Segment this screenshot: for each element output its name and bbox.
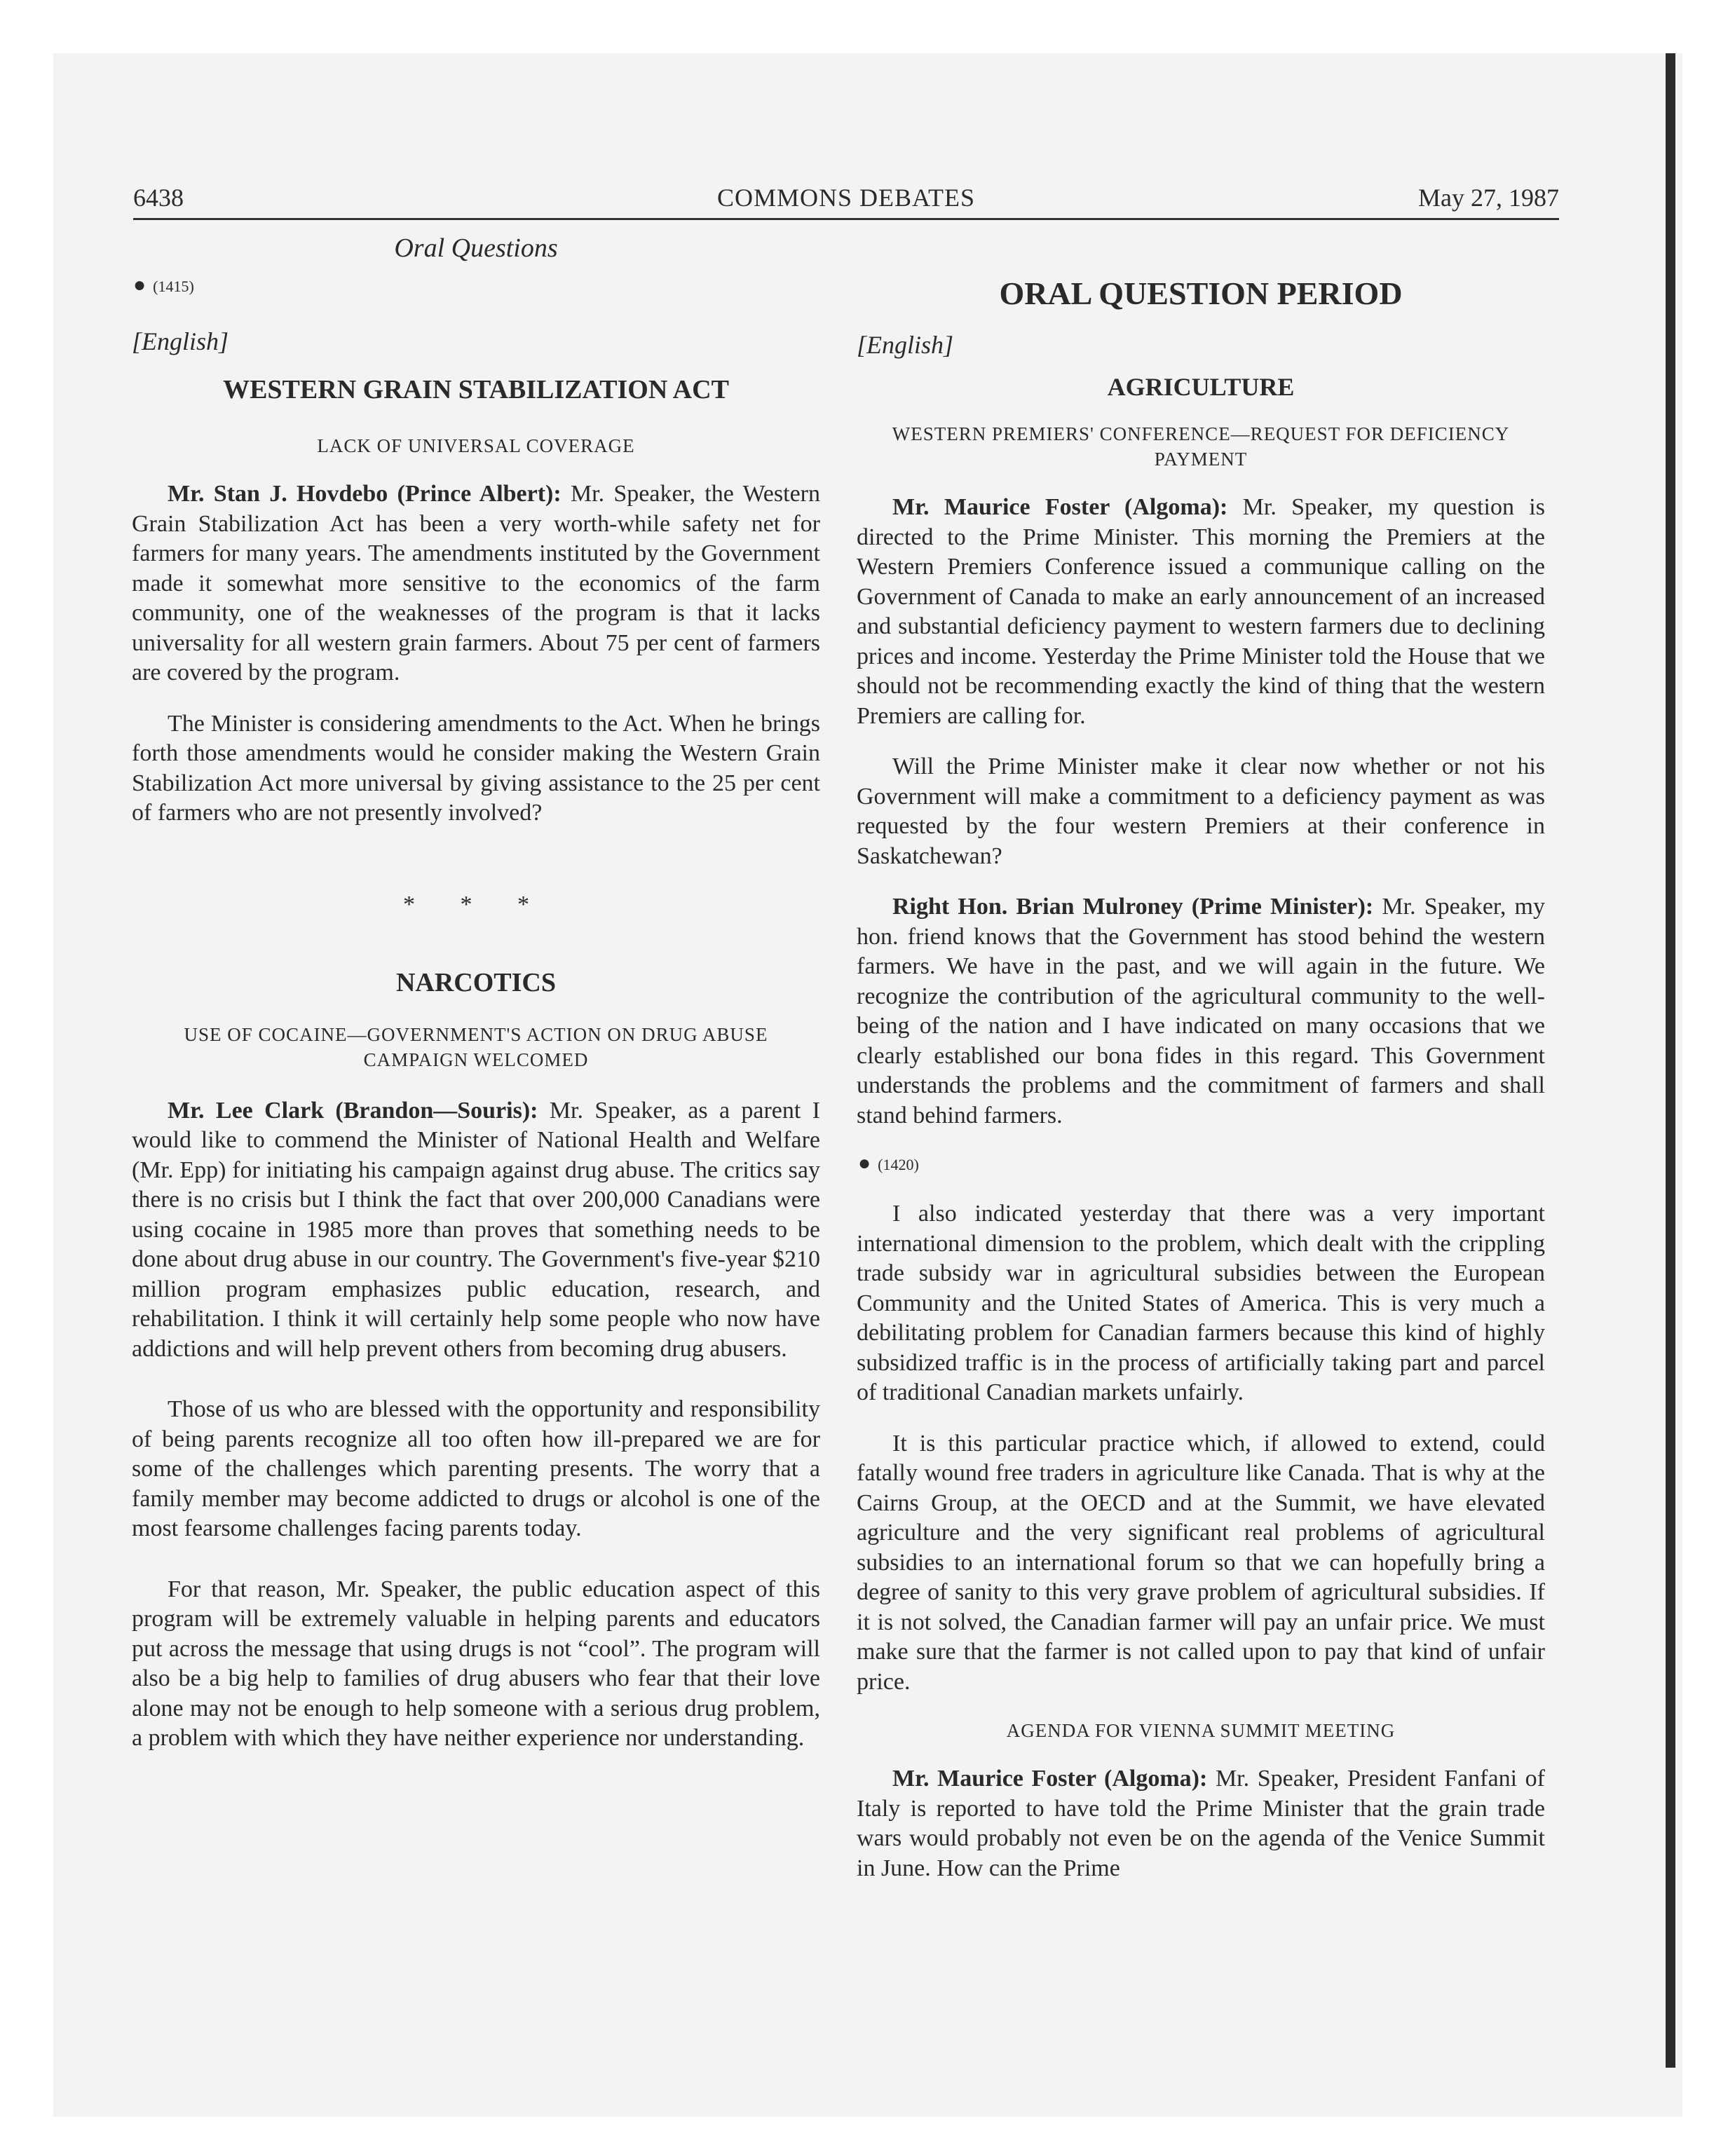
paragraph: [132, 1575, 820, 1754]
paragraph: [132, 1395, 820, 1544]
topic-subheading: AGENDA FOR VIENNA SUMMIT MEETING: [1006, 1720, 1396, 1741]
time-mark: [858, 1152, 1545, 1175]
right-column: [857, 224, 1545, 1904]
bullet-icon: ●: [858, 1152, 871, 1175]
section-caption: Oral Questions: [394, 233, 558, 263]
language-tag: [English]: [857, 331, 954, 359]
topic-subheading: USE OF COCAINE—GOVERNMENT'S ACTION ON DRUG ABUSE CAMPAIGN WELCOMED: [184, 1023, 768, 1070]
paragraph: [857, 1429, 1545, 1698]
speaker-name: Mr. Lee Clark (Brandon—Souris):: [168, 1097, 538, 1124]
paragraph-text: It is this particular practice which, if allowed to extend, could fatally wound free traders in agriculture like Canada. That is why at the Cairns Group, at the OECD and at the Summit, we have elevated agriculture and the very significant real problems of agricultural subsidies to an international forum so that we can hopefully bring a degree of sanity to this very grave problem of agricultural subsidies. If it is not solved, the Canadian farmer will pay an unfair price. We must make sure that the farmer is not called upon to pay that kind of unfair price.: [857, 1430, 1545, 1695]
time-mark-text: (1420): [878, 1156, 919, 1173]
language-tag: [English]: [132, 327, 229, 355]
topic-subheading: LACK OF UNIVERSAL COVERAGE: [317, 435, 635, 456]
paragraph: [132, 479, 820, 688]
paragraph: [857, 892, 1545, 1131]
left-column: [132, 224, 820, 1775]
paragraph: [857, 1764, 1545, 1883]
paragraph: [857, 752, 1545, 871]
paragraph-text: For that reason, Mr. Speaker, the public education aspect of this program will be extremely valuable in helping parents and educators put across the message that using drugs is not “cool”. The program will also be a big help to families of drug abusers who fear that their love alone may not be enough to help someone with a serious drug problem, a problem with which they have neither experience nor understanding.: [132, 1576, 820, 1751]
topic-subheading: WESTERN PREMIERS' CONFERENCE—REQUEST FOR DEFICIENCY PAYMENT: [892, 423, 1510, 470]
speaker-name: Mr. Maurice Foster (Algoma):: [892, 1766, 1208, 1792]
paragraph: [132, 1096, 820, 1365]
speaker-name: Mr. Maurice Foster (Algoma):: [892, 494, 1228, 520]
main-heading: ORAL QUESTION PERIOD: [999, 275, 1403, 311]
topic-heading: NARCOTICS: [395, 967, 557, 997]
paragraph: [857, 1199, 1545, 1408]
journal-title: COMMONS DEBATES: [716, 184, 976, 212]
paragraph-text: Mr. Speaker, President Fanfani of Italy is reported to have told the Prime Minister that the grain trade wars would probably not even be on the agenda of the Venice Summit in June. How can the Prime: [857, 1766, 1545, 1881]
bullet-icon: ●: [133, 273, 147, 296]
paragraph-text: Will the Prime Minister make it clear now whether or not his Government will make a commitment to a deficiency payment as was requested by the four western Premiers at their conference in Saskatchewan?: [857, 753, 1545, 869]
issue-date: May 27, 1987: [1418, 184, 1559, 212]
paragraph-text: Mr. Speaker, as a parent I would like to commend the Minister of National Health and Welfare (Mr. Epp) for initiating his campaign against drug abuse. The critics say there is no crisis but I think the fact that over 200,000 Canadians were using cocaine in 1985 more than proves that something needs to be done about drug abuse in our country. The Government's five-year $210 million program emphasizes public education, research, and rehabilitation. I think it will certainly help some people who now have addictions and will help prevent others from becoming drug abusers.: [132, 1097, 820, 1362]
scan-edge-shadow: [1666, 53, 1675, 2068]
paragraph-text: Mr. Speaker, the Western Grain Stabilization Act has been a very worth-while safety net for farmers for many years. The amendments instituted by the Government made it somewhat more sensitive to the economics of the farm community, one of the weaknesses of the program is that it lacks universality for all western grain farmers. About 75 per cent of farmers are covered by the program.: [132, 481, 820, 685]
speaker-name: Right Hon. Brian Mulroney (Prime Minister):: [892, 894, 1374, 920]
paragraph: [132, 709, 820, 828]
paragraph-text: Mr. Speaker, my question is directed to the Prime Minister. This morning the Premiers at the Western Premiers Conference issued a communique calling on the Government of Canada to make an early announcement of an increased and substantial deficiency payment to western farmers due to declining prices and income. Yesterday the Prime Minister told the House that we should not be recommending exactly the kind of thing that the western Premiers are calling for.: [857, 494, 1545, 729]
paragraph-text: Mr. Speaker, my hon. friend knows that the Government has stood behind the western farmers. We have in the past, and we will again in the future. We recognize the contribution of the agricultural community to the well-being of the nation and I have indicated on many occasions that we clearly established our bona fides in this regard. This Government understands the problems and the commitment of farmers and shall stand behind farmers.: [857, 894, 1545, 1128]
paragraph-text: I also indicated yesterday that there was a very important international dimension to the problem, which dealt with the crippling trade subsidy war in agricultural subsidies between the European Community and the United States of America. This is very much a debilitating problem for Canadian farmers because this kind of highly subsidized traffic is in the process of artificially taking part and parcel of traditional Canadian markets unfairly.: [857, 1201, 1545, 1405]
section-separator: * * *: [403, 891, 549, 917]
paragraph: [857, 493, 1545, 731]
page-number: 6438: [133, 184, 184, 212]
paragraph-text: Those of us who are blessed with the opportunity and responsibility of being parents recognize all too often how ill-prepared we are for some of the challenges which parenting presents. The worry that a family member may become addicted to drugs or alcohol is one of the most fearsome challenges facing parents today.: [132, 1396, 820, 1541]
time-mark-text: (1415): [153, 278, 194, 295]
topic-heading: WESTERN GRAIN STABILIZATION ACT: [223, 375, 729, 404]
topic-heading: AGRICULTURE: [1107, 373, 1295, 401]
running-head: [133, 179, 1559, 220]
paragraph-text: The Minister is considering amendments to the Act. When he brings forth those amendments would he consider making the Western Grain Stabilization Act more universal by giving assistance to the 25 per cent of farmers who are not presently involved?: [132, 710, 820, 826]
speaker-name: Mr. Stan J. Hovdebo (Prince Albert):: [168, 481, 562, 507]
time-mark: [133, 273, 820, 297]
